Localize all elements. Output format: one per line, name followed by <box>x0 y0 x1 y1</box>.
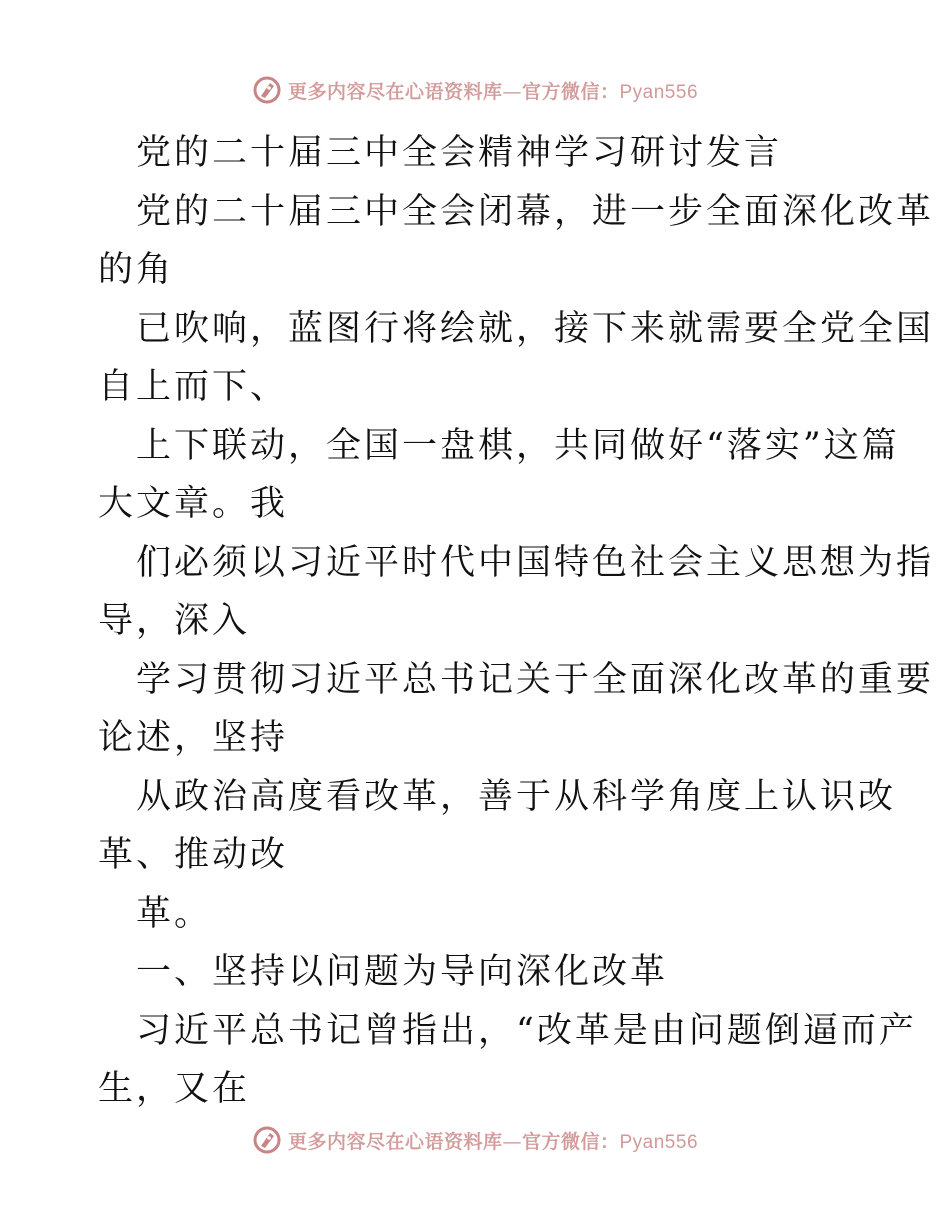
paragraph-line: 们必须以习近平时代中国特色社会主义思想为指 <box>136 542 935 583</box>
paragraph-line: 革、推动改 <box>98 835 289 875</box>
paragraph-line: 从政治高度看改革，善于从科学角度上认识改 <box>136 776 897 817</box>
paragraph-line: 上下联动，全国一盘棋，共同做好“落实”这篇 <box>136 425 900 466</box>
watermark-text: 更多内容尽在心语资料库—官方微信：Pyan556 <box>287 1130 699 1153</box>
pen-nib-circle-logo <box>252 75 282 105</box>
paragraph-line: 自上而下、 <box>98 367 289 407</box>
paragraph-line: 导，深入 <box>98 601 251 641</box>
pen-nib-circle-logo <box>252 1125 282 1155</box>
paragraph-line: 已吹响，蓝图行将绘就，接下来就需要全党全国 <box>136 308 935 349</box>
paragraph-line: 生，又在 <box>98 1069 251 1109</box>
paragraph-line: 党的二十届三中全会闭幕，进一步全面深化改革 <box>136 191 935 232</box>
paragraph-line: 学习贯彻习近平总书记关于全面深化改革的重要 <box>136 659 935 700</box>
paragraph-line: 革。 <box>136 893 213 934</box>
paragraph-line: 习近平总书记曾指出，“改革是由问题倒逼而产 <box>136 1010 917 1051</box>
footer-watermark <box>0 1120 950 1160</box>
watermark-text: 更多内容尽在心语资料库—官方微信：Pyan556 <box>287 80 699 103</box>
paragraph-line: 大文章。我 <box>98 484 289 524</box>
header-watermark <box>0 70 950 110</box>
section-heading: 一、坚持以问题为导向深化改革 <box>136 952 669 992</box>
paragraph-line: 的角 <box>98 250 175 290</box>
paragraph-line: 论述，坚持 <box>98 718 289 758</box>
document-body <box>98 124 935 1119</box>
document-title: 党的二十届三中全会精神学习研讨发言 <box>136 133 783 173</box>
